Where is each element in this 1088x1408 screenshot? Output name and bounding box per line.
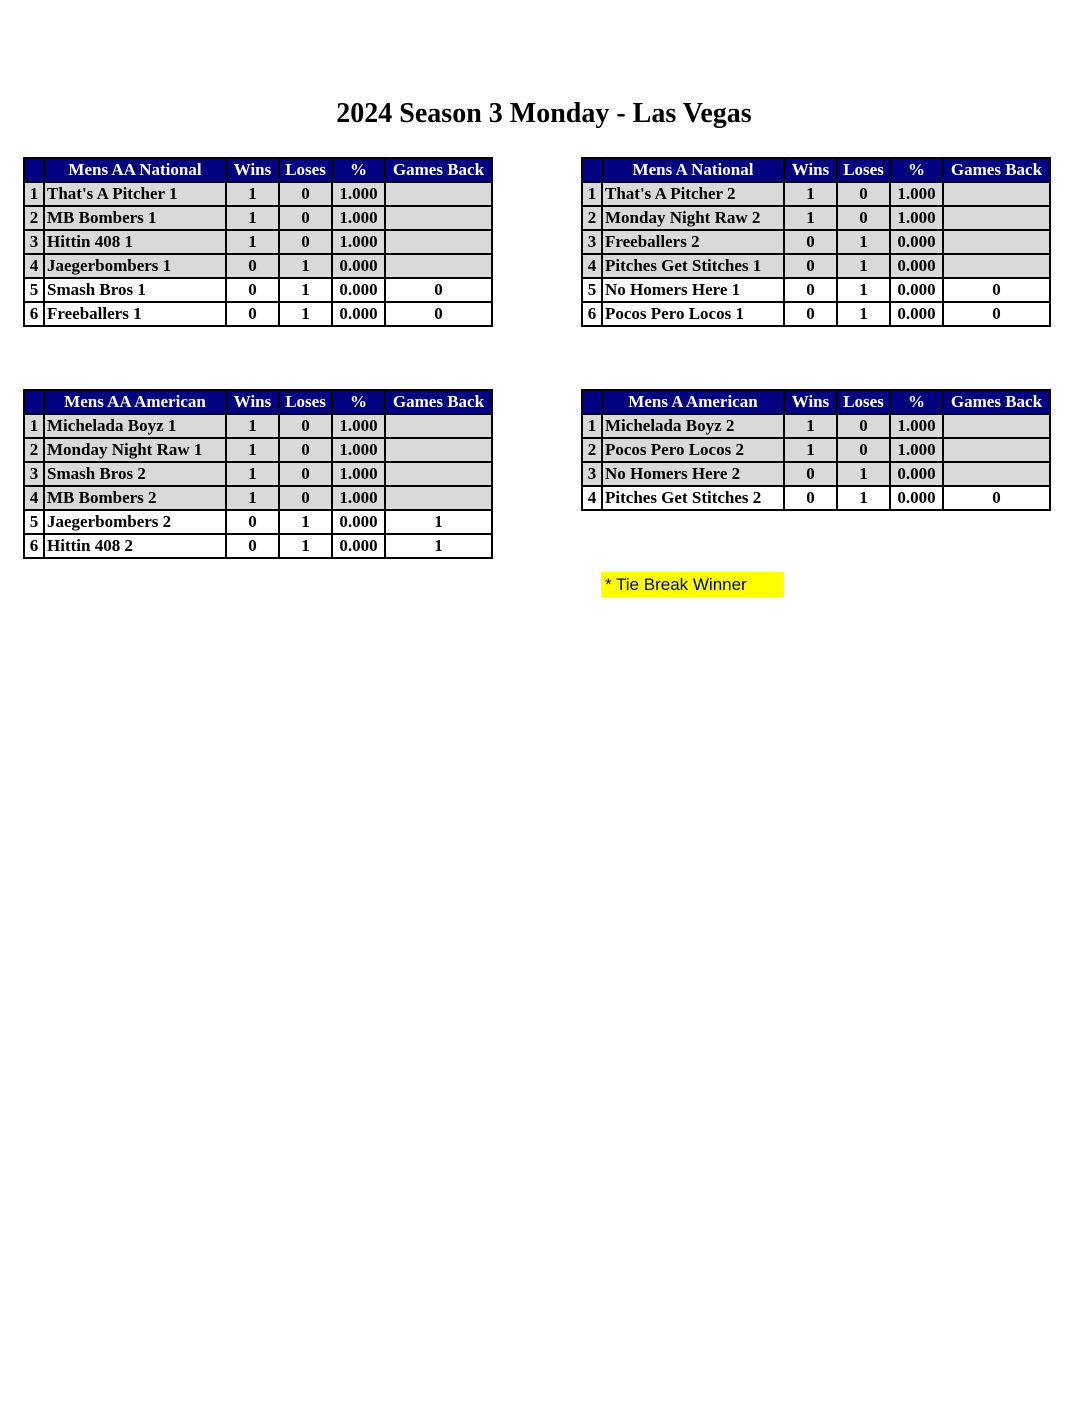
table-header [582, 390, 1050, 414]
team-cell: Pitches Get Stitches 1 [602, 254, 784, 278]
wins-header: Wins [226, 390, 279, 414]
loses-cell: 0 [279, 206, 332, 230]
table-row [24, 438, 492, 462]
table-row [582, 254, 1050, 278]
division-name: Mens AA American [44, 390, 226, 414]
loses-cell: 1 [837, 230, 890, 254]
rank-cell: 1 [582, 414, 602, 438]
pct-cell: 0.000 [332, 510, 385, 534]
wins-cell: 0 [226, 254, 279, 278]
table-header [24, 390, 492, 414]
division-name: Mens AA National [44, 158, 226, 182]
wins-cell: 1 [226, 230, 279, 254]
wins-cell: 0 [784, 486, 837, 510]
pct-cell: 0.000 [332, 254, 385, 278]
team-cell: Monday Night Raw 1 [44, 438, 226, 462]
wins-cell: 1 [226, 462, 279, 486]
wins-cell: 0 [784, 462, 837, 486]
pct-header: % [890, 158, 943, 182]
rank-header [24, 390, 44, 414]
rank-cell: 1 [582, 182, 602, 206]
games-back-cell [385, 414, 492, 438]
loses-header: Loses [837, 390, 890, 414]
games-back-cell [385, 462, 492, 486]
team-cell: Freeballers 1 [44, 302, 226, 326]
rank-cell: 2 [582, 438, 602, 462]
pct-cell: 0.000 [332, 534, 385, 558]
rank-cell: 6 [582, 302, 602, 326]
pct-cell: 0.000 [890, 278, 943, 302]
games-back-cell [385, 206, 492, 230]
rank-cell: 1 [24, 414, 44, 438]
pct-cell: 0.000 [890, 486, 943, 510]
loses-cell: 1 [837, 254, 890, 278]
team-cell: Michelada Boyz 2 [602, 414, 784, 438]
loses-cell: 0 [837, 182, 890, 206]
wins-cell: 0 [784, 230, 837, 254]
table-row [24, 510, 492, 534]
standings-table-mens-a-national [581, 157, 1051, 327]
wins-cell: 0 [226, 278, 279, 302]
wins-cell: 0 [784, 302, 837, 326]
pct-cell: 1.000 [890, 414, 943, 438]
rank-cell: 4 [24, 486, 44, 510]
rank-header [24, 158, 44, 182]
table-row [582, 486, 1050, 510]
pct-cell: 0.000 [332, 302, 385, 326]
pct-cell: 1.000 [332, 486, 385, 510]
games-back-cell: 0 [385, 302, 492, 326]
table-row [24, 534, 492, 558]
games-back-cell: 1 [385, 534, 492, 558]
pct-header: % [332, 158, 385, 182]
table-row [582, 462, 1050, 486]
pct-cell: 1.000 [332, 182, 385, 206]
loses-cell: 1 [279, 510, 332, 534]
games-back-cell [385, 438, 492, 462]
team-cell: MB Bombers 2 [44, 486, 226, 510]
games-back-cell [385, 182, 492, 206]
loses-cell: 0 [279, 230, 332, 254]
loses-cell: 1 [837, 462, 890, 486]
team-cell: MB Bombers 1 [44, 206, 226, 230]
table-row [582, 302, 1050, 326]
wins-cell: 1 [226, 486, 279, 510]
loses-header: Loses [837, 158, 890, 182]
rank-cell: 3 [582, 462, 602, 486]
table-header [582, 158, 1050, 182]
wins-cell: 1 [784, 182, 837, 206]
rank-cell: 6 [24, 534, 44, 558]
table-row [24, 414, 492, 438]
table-row [24, 254, 492, 278]
games-back-cell [943, 182, 1050, 206]
tie-break-note: * Tie Break Winner [601, 572, 784, 597]
table-row [24, 486, 492, 510]
games-back-cell [943, 206, 1050, 230]
rank-cell: 4 [24, 254, 44, 278]
rank-header [582, 390, 602, 414]
games-back-cell [385, 486, 492, 510]
standings-table-mens-a-american [581, 389, 1051, 511]
standings-table-mens-aa-american [23, 389, 493, 559]
team-cell: Pitches Get Stitches 2 [602, 486, 784, 510]
pct-cell: 1.000 [332, 438, 385, 462]
pct-header: % [332, 390, 385, 414]
pct-cell: 0.000 [890, 302, 943, 326]
team-cell: Pocos Pero Locos 2 [602, 438, 784, 462]
pct-cell: 1.000 [890, 206, 943, 230]
loses-cell: 1 [279, 254, 332, 278]
pct-cell: 1.000 [332, 414, 385, 438]
rank-cell: 5 [24, 278, 44, 302]
table-row [24, 182, 492, 206]
team-cell: No Homers Here 1 [602, 278, 784, 302]
wins-header: Wins [226, 158, 279, 182]
table-row [24, 278, 492, 302]
loses-cell: 1 [279, 278, 332, 302]
pct-cell: 0.000 [890, 254, 943, 278]
pct-cell: 1.000 [332, 462, 385, 486]
team-cell: That's A Pitcher 2 [602, 182, 784, 206]
pct-header: % [890, 390, 943, 414]
team-cell: Monday Night Raw 2 [602, 206, 784, 230]
loses-cell: 0 [837, 414, 890, 438]
games-back-cell [385, 254, 492, 278]
division-name: Mens A National [602, 158, 784, 182]
team-cell: Jaegerbombers 1 [44, 254, 226, 278]
table-row [582, 438, 1050, 462]
table-row [24, 206, 492, 230]
pct-cell: 1.000 [332, 230, 385, 254]
rank-cell: 5 [24, 510, 44, 534]
loses-cell: 0 [279, 462, 332, 486]
games-back-cell: 1 [385, 510, 492, 534]
table-row [582, 414, 1050, 438]
rank-cell: 1 [24, 182, 44, 206]
table-row [582, 278, 1050, 302]
loses-cell: 1 [837, 302, 890, 326]
loses-cell: 0 [837, 206, 890, 230]
loses-cell: 0 [837, 438, 890, 462]
games-back-header: Games Back [943, 390, 1050, 414]
pct-cell: 1.000 [332, 206, 385, 230]
rank-cell: 5 [582, 278, 602, 302]
table-row [24, 230, 492, 254]
rank-cell: 6 [24, 302, 44, 326]
wins-cell: 1 [226, 438, 279, 462]
wins-cell: 1 [784, 438, 837, 462]
team-cell: Hittin 408 2 [44, 534, 226, 558]
table-row [582, 230, 1050, 254]
games-back-cell [943, 254, 1050, 278]
wins-cell: 0 [226, 302, 279, 326]
rank-cell: 3 [24, 462, 44, 486]
pct-cell: 1.000 [890, 438, 943, 462]
wins-cell: 0 [784, 254, 837, 278]
loses-cell: 0 [279, 182, 332, 206]
rank-cell: 4 [582, 486, 602, 510]
wins-cell: 0 [226, 534, 279, 558]
wins-header: Wins [784, 158, 837, 182]
team-cell: Jaegerbombers 2 [44, 510, 226, 534]
loses-cell: 1 [279, 302, 332, 326]
loses-cell: 1 [279, 534, 332, 558]
rank-cell: 2 [582, 206, 602, 230]
games-back-cell [943, 462, 1050, 486]
rank-cell: 2 [24, 438, 44, 462]
pct-cell: 0.000 [890, 230, 943, 254]
wins-cell: 0 [784, 278, 837, 302]
games-back-cell [943, 230, 1050, 254]
loses-header: Loses [279, 390, 332, 414]
wins-cell: 1 [226, 414, 279, 438]
wins-cell: 1 [784, 206, 837, 230]
games-back-cell: 0 [943, 486, 1050, 510]
rank-cell: 2 [24, 206, 44, 230]
team-cell: Pocos Pero Locos 1 [602, 302, 784, 326]
games-back-header: Games Back [385, 390, 492, 414]
games-back-cell [943, 438, 1050, 462]
table-row [582, 206, 1050, 230]
rank-cell: 3 [582, 230, 602, 254]
table-header [24, 158, 492, 182]
loses-cell: 1 [837, 278, 890, 302]
table-row [24, 462, 492, 486]
rank-header [582, 158, 602, 182]
wins-cell: 1 [784, 414, 837, 438]
wins-header: Wins [784, 390, 837, 414]
page-title: 2024 Season 3 Monday - Las Vegas [336, 98, 752, 129]
team-cell: Michelada Boyz 1 [44, 414, 226, 438]
loses-cell: 1 [837, 486, 890, 510]
division-name: Mens A American [602, 390, 784, 414]
team-cell: Hittin 408 1 [44, 230, 226, 254]
games-back-header: Games Back [385, 158, 492, 182]
games-back-header: Games Back [943, 158, 1050, 182]
pct-cell: 0.000 [332, 278, 385, 302]
team-cell: That's A Pitcher 1 [44, 182, 226, 206]
team-cell: Smash Bros 2 [44, 462, 226, 486]
games-back-cell [943, 414, 1050, 438]
loses-cell: 0 [279, 486, 332, 510]
wins-cell: 1 [226, 206, 279, 230]
pct-cell: 0.000 [890, 462, 943, 486]
rank-cell: 3 [24, 230, 44, 254]
games-back-cell: 0 [385, 278, 492, 302]
loses-cell: 0 [279, 438, 332, 462]
games-back-cell: 0 [943, 302, 1050, 326]
standings-table-mens-aa-national [23, 157, 493, 327]
table-row [24, 302, 492, 326]
games-back-cell: 0 [943, 278, 1050, 302]
wins-cell: 1 [226, 182, 279, 206]
loses-header: Loses [279, 158, 332, 182]
wins-cell: 0 [226, 510, 279, 534]
team-cell: No Homers Here 2 [602, 462, 784, 486]
loses-cell: 0 [279, 414, 332, 438]
games-back-cell [385, 230, 492, 254]
pct-cell: 1.000 [890, 182, 943, 206]
rank-cell: 4 [582, 254, 602, 278]
team-cell: Smash Bros 1 [44, 278, 226, 302]
table-row [582, 182, 1050, 206]
team-cell: Freeballers 2 [602, 230, 784, 254]
